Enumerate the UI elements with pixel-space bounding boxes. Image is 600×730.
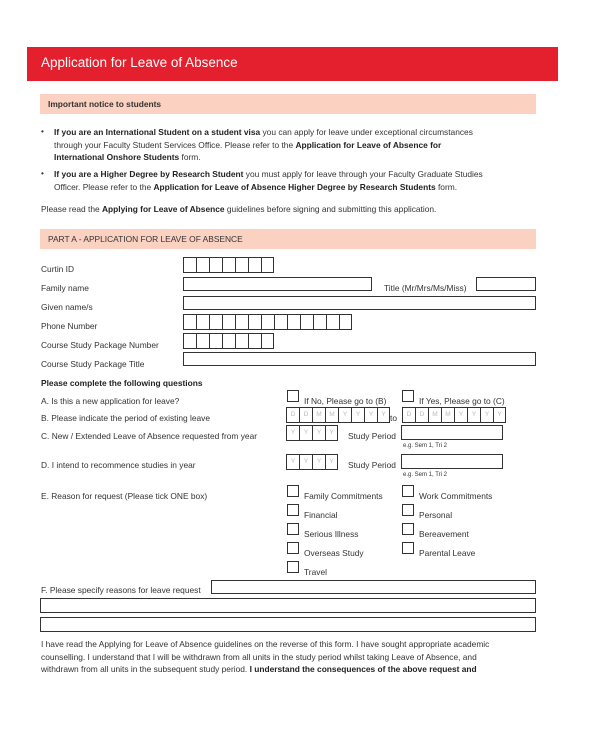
qf-reason-field-3[interactable] <box>40 617 536 632</box>
qd-study-period-field[interactable] <box>401 454 503 469</box>
placeholder: Y <box>325 454 338 470</box>
qa-yes-checkbox[interactable] <box>402 390 414 402</box>
b2-bold: If you are a Higher Degree by Research Student <box>54 169 244 179</box>
placeholder: Y <box>493 407 506 423</box>
placeholder: Y <box>454 407 467 423</box>
curtin-id-label: Curtin ID <box>41 264 75 274</box>
placeholder: Y <box>312 425 325 441</box>
placeholder: D <box>415 407 428 423</box>
notice-header-bar <box>40 94 536 114</box>
placeholder: Y <box>312 454 325 470</box>
bullet-1-marker: • <box>41 126 44 136</box>
placeholder: M <box>441 407 454 423</box>
question-e: E. Reason for request (Please tick ONE box) <box>41 491 208 501</box>
placeholder: M <box>312 407 325 423</box>
course-number-label: Course Study Package Number <box>41 340 159 350</box>
b1-line2a: through your Faculty Student Services Office. Please refer to the <box>54 139 296 150</box>
notice-bullet-1 <box>54 126 524 164</box>
qf-reason-field-1[interactable] <box>211 580 536 594</box>
declaration-line-2: counselling. I understand that I will be withdrawn from all units in the study period whilst taking Leave of Absence, and <box>41 651 477 662</box>
family-name-field[interactable] <box>183 277 372 291</box>
placeholder: D <box>299 407 312 423</box>
title-bar <box>27 47 558 81</box>
questions-header: Please complete the following questions <box>41 378 203 388</box>
qd-eg-hint: e.g. Sem 1, Tri 2 <box>403 472 448 478</box>
question-d: D. I intend to recommence studies in year <box>41 460 196 470</box>
b2-line2a: Officer. Please refer to the <box>54 181 154 192</box>
qb-to-date[interactable] <box>402 407 506 423</box>
question-b: B. Please indicate the period of existing leave <box>41 413 211 423</box>
title-label: Title (Mr/Mrs/Ms/Miss) <box>384 283 467 293</box>
reason-personal-label: Personal <box>419 510 453 520</box>
declaration-line-3b: I understand the consequences of the above request and <box>249 664 477 674</box>
reason-travel-label: Travel <box>304 567 327 577</box>
course-title-field[interactable] <box>183 352 536 366</box>
reason-family-checkbox[interactable] <box>287 485 299 497</box>
qa-yes-label: If Yes, Please go to (C) <box>419 396 505 406</box>
b2-line2c: form. <box>435 181 458 192</box>
qf-reason-field-2[interactable] <box>40 598 536 613</box>
reason-parental-label: Parental Leave <box>419 548 476 558</box>
read-c: guidelines before signing and submitting this application. <box>224 204 437 214</box>
placeholder: Y <box>467 407 480 423</box>
declaration-line-3a: withdrawn from all units in the subsequent study period. <box>41 664 250 674</box>
placeholder: D <box>402 407 415 423</box>
placeholder: M <box>428 407 441 423</box>
b1-line3a: International Onshore Students <box>54 152 180 162</box>
placeholder: D <box>286 407 299 423</box>
placeholder: Y <box>286 454 299 470</box>
reason-financial-checkbox[interactable] <box>287 504 299 516</box>
to-label: to <box>390 413 397 423</box>
parta-header-bar <box>40 229 536 249</box>
qd-year-cells[interactable] <box>286 454 338 470</box>
given-names-field[interactable] <box>183 296 536 310</box>
placeholder: Y <box>377 407 390 423</box>
reason-work-label: Work Commitments <box>419 491 493 501</box>
course-title-label: Course Study Package Title <box>41 359 145 369</box>
reason-overseas-label: Overseas Study <box>304 548 364 558</box>
reason-illness-checkbox[interactable] <box>287 523 299 535</box>
b1-line3b: form. <box>179 152 201 162</box>
reason-personal-checkbox[interactable] <box>402 504 414 516</box>
b2-rest: you must apply for leave through your Faculty Graduate Studies <box>243 169 483 179</box>
placeholder: Y <box>299 425 312 441</box>
curtin-id-cells[interactable] <box>183 257 274 273</box>
declaration-line-1: I have read the Applying for Leave of Absence guidelines on the reverse of this form. I have sought appropriate academic <box>41 639 490 649</box>
title-field[interactable] <box>476 277 536 291</box>
family-name-label: Family name <box>41 283 89 293</box>
qc-year-cells[interactable] <box>286 425 338 441</box>
qa-no-checkbox[interactable] <box>287 390 299 402</box>
declaration <box>41 638 541 676</box>
b1-bold: If you are an International Student on a student visa <box>54 127 261 137</box>
reason-illness-label: Serious Illness <box>304 529 359 539</box>
placeholder: M <box>325 407 338 423</box>
qc-eg-hint: e.g. Sem 1, Tri 2 <box>403 443 448 449</box>
read-b: Applying for Leave of Absence <box>102 204 225 214</box>
placeholder: Y <box>364 407 377 423</box>
b2-line2b: Application for Leave of Absence Higher Degree by Research Students <box>153 181 436 192</box>
reason-work-checkbox[interactable] <box>402 485 414 497</box>
qb-from-date[interactable] <box>286 407 390 423</box>
phone-label: Phone Number <box>41 321 98 331</box>
read-a: Please read the <box>41 204 102 214</box>
b1-line2b: Application for Leave of Absence for <box>295 139 442 150</box>
reason-overseas-checkbox[interactable] <box>287 542 299 554</box>
reason-family-label: Family Commitments <box>304 491 383 501</box>
question-c: C. New / Extended Leave of Absence requested from year <box>41 431 258 441</box>
reason-bereavement-checkbox[interactable] <box>402 523 414 535</box>
question-f: F. Please specify reasons for leave request <box>41 585 201 595</box>
page-title: Application for Leave of Absence <box>41 55 238 70</box>
qc-study-period-field[interactable] <box>401 425 503 440</box>
parta-header: PART A - APPLICATION FOR LEAVE OF ABSENCE <box>48 234 243 244</box>
notice-header: Important notice to students <box>48 99 162 109</box>
placeholder: Y <box>351 407 364 423</box>
qc-study-period-label: Study Period <box>348 431 396 441</box>
reason-travel-checkbox[interactable] <box>287 561 299 573</box>
placeholder: Y <box>286 425 299 441</box>
placeholder: Y <box>325 425 338 441</box>
phone-cells[interactable] <box>183 314 352 330</box>
reason-parental-checkbox[interactable] <box>402 542 414 554</box>
qd-study-period-label: Study Period <box>348 460 396 470</box>
placeholder: Y <box>338 407 351 423</box>
qa-no-label: If No, Please go to (B) <box>304 396 387 406</box>
course-number-cells[interactable] <box>183 333 274 349</box>
reason-financial-label: Financial <box>304 510 338 520</box>
notice-bullet-2 <box>54 168 524 193</box>
question-a: A. Is this a new application for leave? <box>41 396 180 406</box>
reason-bereavement-label: Bereavement <box>419 529 469 539</box>
b1-rest: you can apply for leave under exceptional circumstances <box>260 127 473 137</box>
placeholder: Y <box>299 454 312 470</box>
read-guidelines <box>41 204 436 214</box>
placeholder: Y <box>480 407 493 423</box>
given-names-label: Given name/s <box>41 302 93 312</box>
bullet-2-marker: • <box>41 168 44 178</box>
